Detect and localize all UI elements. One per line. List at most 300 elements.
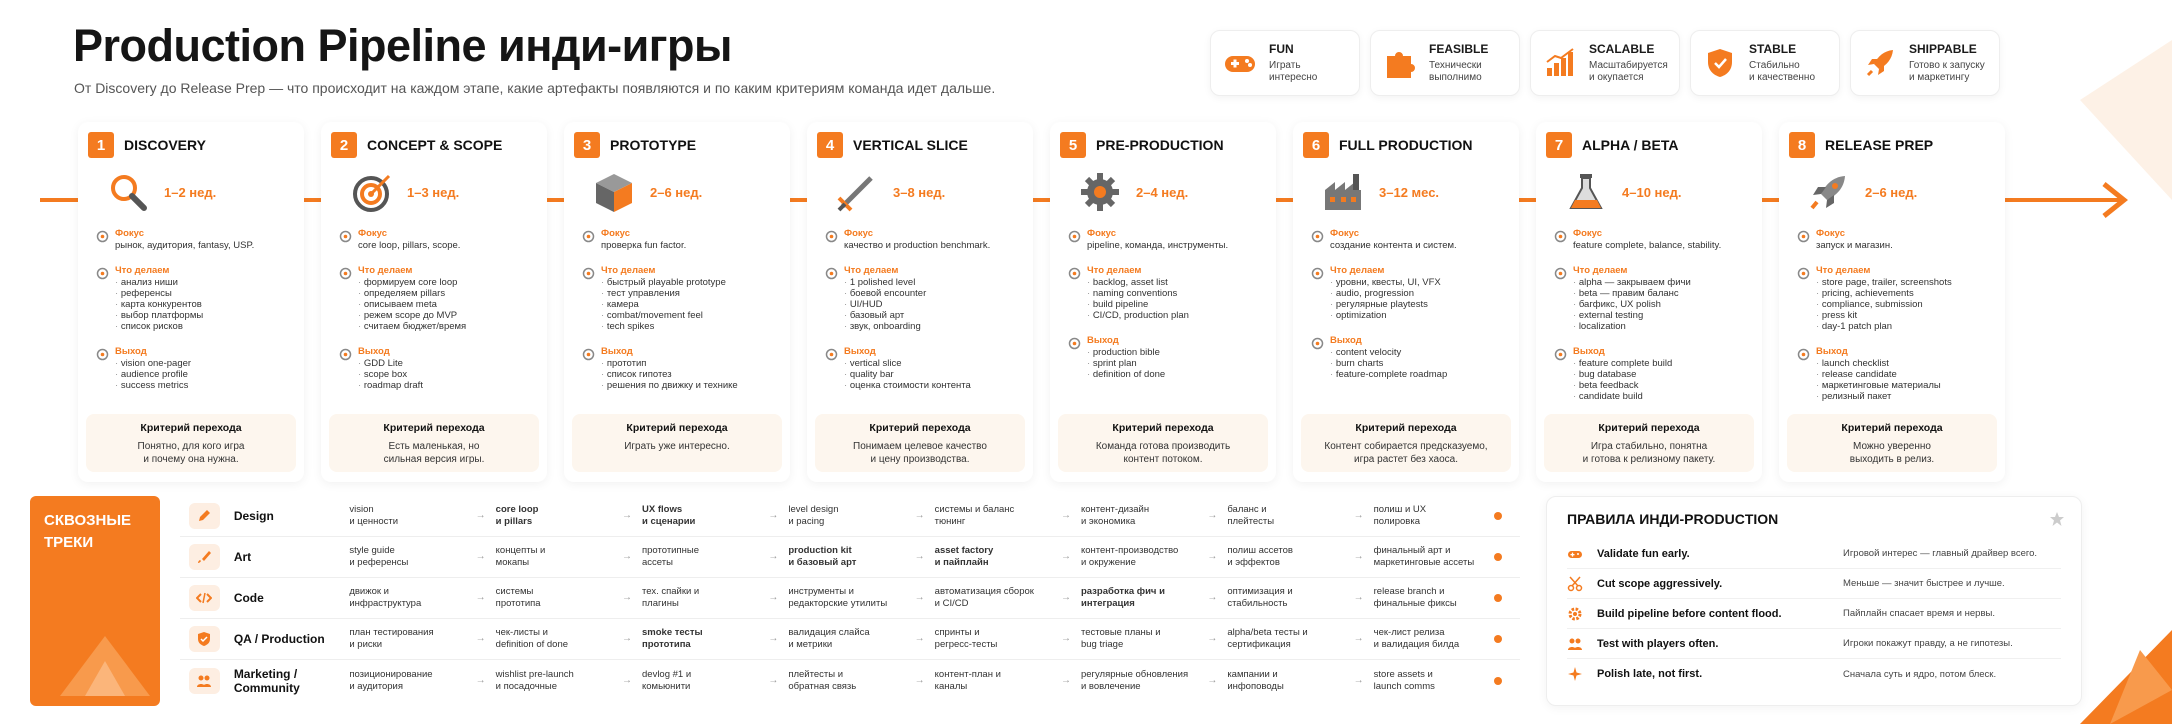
track-cell <box>349 586 495 610</box>
track-cell <box>642 586 788 610</box>
track-name: Code <box>233 591 264 605</box>
stage-focus <box>574 228 780 251</box>
rule-row <box>1567 659 2061 689</box>
todo-item: · store page, trailer, screenshots <box>1816 277 1952 288</box>
track-cell <box>349 669 495 693</box>
focus-text: запуск и магазин. <box>1816 240 1893 251</box>
arrow-right-icon: → <box>622 674 632 686</box>
pipeline-stages <box>78 122 2005 482</box>
output-icon <box>1311 337 1324 350</box>
track-cell-text: плейтесты и обратная связь <box>788 668 857 692</box>
track-cell-text: чек-лист релиза и валидация билда <box>1373 627 1460 650</box>
decor-triangle-top-right <box>2060 40 2172 200</box>
tasks-icon <box>582 267 595 280</box>
track-cell-text: автоматизация сборок и CI/CD <box>934 586 1034 609</box>
stage-card-8 <box>1779 122 2005 482</box>
todo-label: Что делаем <box>1816 265 1871 276</box>
stage-output <box>1789 346 1995 402</box>
track-cell-text: кампании и инфоповоды <box>1227 668 1284 692</box>
puzzle-icon <box>1383 46 1417 80</box>
focus-icon <box>1554 230 1567 243</box>
track-icon-box <box>189 585 220 611</box>
stage-header <box>1546 132 1752 158</box>
stage-output <box>1060 335 1266 380</box>
stage-title: CONCEPT & SCOPE <box>367 137 503 153</box>
principle-badges <box>1210 30 2000 96</box>
badge-scalable <box>1530 30 1680 96</box>
todo-item: · CI/CD, production plan <box>1087 310 1189 321</box>
criterion-label: Критерий перехода <box>1355 422 1457 434</box>
focus-text: качество и production benchmark. <box>844 240 991 251</box>
todo-label: Что делаем <box>1087 265 1142 276</box>
stage-title: ALPHA / BETA <box>1582 137 1679 153</box>
track-cell-text: системы прототипа <box>495 586 541 609</box>
todo-item: · уровни, квесты, UI, VFX <box>1330 277 1441 288</box>
track-name: Art <box>233 550 252 564</box>
track-icon-box <box>189 544 220 570</box>
criterion-label: Критерий перехода <box>383 422 485 434</box>
criterion-text: Можно уверенно выходить в релиз. <box>1849 441 1935 465</box>
output-icon <box>1068 337 1081 350</box>
track-status-dot <box>1494 677 1502 685</box>
todo-item: · звук, onboarding <box>844 321 926 332</box>
todo-item: · day-1 patch plan <box>1816 321 1952 332</box>
focus-label: Фокус <box>1573 228 1602 239</box>
arrow-right-icon: → <box>1353 510 1364 521</box>
todo-item: · список рисков <box>115 321 203 332</box>
todo-item: · compliance, submission <box>1816 299 1952 310</box>
output-item: · маркетинговые материалы <box>1816 380 1941 391</box>
track-name: Marketing / Community <box>233 666 300 695</box>
todo-item: · build pipeline <box>1087 299 1189 310</box>
rule-row <box>1567 629 2061 659</box>
stage-todo <box>1303 265 1509 321</box>
track-cell <box>496 545 642 569</box>
track-cell-text: asset factory и пайплайн <box>934 545 994 568</box>
track-cell <box>1081 545 1227 569</box>
track-cell <box>496 627 642 651</box>
track-cell <box>1081 586 1227 610</box>
criterion-text: Контент собирается предсказуемо, игра растет без хаоса. <box>1324 441 1488 465</box>
stage-criterion <box>86 414 296 472</box>
track-row <box>180 537 1520 578</box>
stage-header <box>1303 132 1509 158</box>
stage-duration: 4–10 нед. <box>1622 184 1682 200</box>
output-item: · bug database <box>1573 369 1672 380</box>
track-cell <box>788 586 934 610</box>
stage-todo <box>331 265 537 332</box>
stage-output <box>817 346 1023 391</box>
todo-label: Что делаем <box>844 265 899 276</box>
track-cell <box>935 586 1081 610</box>
track-cell <box>788 545 934 569</box>
cross-tracks-label <box>30 496 160 706</box>
sword-icon <box>835 170 879 214</box>
stage-focus <box>1303 228 1509 251</box>
focus-text: создание контента и систем. <box>1330 240 1457 251</box>
flask-icon <box>1564 170 1608 214</box>
criterion-label: Критерий перехода <box>626 422 728 434</box>
tasks-icon <box>1554 267 1567 280</box>
track-cell <box>1227 545 1373 569</box>
output-label: Выход <box>1330 335 1362 346</box>
tasks-icon <box>1797 267 1810 280</box>
arrow-right-icon: → <box>1060 674 1071 686</box>
badge-title: SCALABLE <box>1589 42 1655 56</box>
todo-item: · камера <box>601 299 726 310</box>
track-cell-text: полиш и UX полировка <box>1373 504 1427 527</box>
todo-item: · combat/movement feel <box>601 310 726 321</box>
rocket-icon <box>1863 46 1897 80</box>
focus-label: Фокус <box>115 228 144 239</box>
output-item: · GDD Lite <box>358 358 423 369</box>
output-item: · release candidate <box>1816 369 1941 380</box>
track-cell-text: smoke тесты прототипа <box>642 627 703 650</box>
stage-number: 1 <box>88 132 114 158</box>
focus-icon <box>825 230 838 243</box>
track-cell-text: level design и pacing <box>788 504 839 527</box>
arrow-right-icon: → <box>1060 592 1071 603</box>
todo-item: · описываем meta <box>358 299 466 310</box>
todo-item: · багфикс, UX polish <box>1573 299 1691 310</box>
output-item: · burn charts <box>1330 358 1447 369</box>
scissors-icon <box>1567 576 1583 592</box>
output-item: · vision one-pager <box>115 358 191 369</box>
stage-meta <box>1060 170 1266 214</box>
focus-icon <box>96 230 109 243</box>
arrow-right-icon: → <box>1353 633 1364 644</box>
arrow-right-icon: → <box>622 592 632 603</box>
stage-meta <box>1789 170 1995 214</box>
stage-duration: 2–6 нед. <box>650 184 703 200</box>
stage-output <box>331 346 537 391</box>
todo-item: · naming conventions <box>1087 288 1189 299</box>
badge-title: FUN <box>1269 42 1294 56</box>
track-cell-text: devlog #1 и комьюнити <box>642 668 692 692</box>
stage-duration: 3–12 мес. <box>1379 184 1440 200</box>
track-cell <box>935 504 1081 528</box>
stage-focus <box>1789 228 1995 251</box>
arrow-right-icon: → <box>768 592 779 603</box>
stage-criterion <box>815 414 1025 472</box>
stage-todo <box>88 265 294 332</box>
rule-description: Игроки покажут правду, а не гипотезы. <box>1843 638 2013 649</box>
criterion-text: Команда готова производить контент потоком. <box>1095 441 1231 465</box>
stage-number: 7 <box>1546 132 1572 158</box>
track-cell-text: vision и ценности <box>349 504 399 527</box>
output-item: · список гипотез <box>601 369 738 380</box>
todo-label: Что делаем <box>358 265 413 276</box>
rules-title: ПРАВИЛА ИНДИ-PRODUCTION <box>1567 511 1779 527</box>
cube-icon <box>592 170 636 214</box>
badge-subtitle: Стабильно и качественно <box>1749 60 1816 83</box>
todo-item: · формируем core loop <box>358 277 466 288</box>
rules-panel <box>1546 496 2082 706</box>
track-cell <box>788 504 934 528</box>
stage-output <box>574 346 780 391</box>
track-cell-text: разработка фич и интеграция <box>1080 586 1165 609</box>
track-row <box>180 496 1520 537</box>
track-cell-text: прототипные ассеты <box>642 545 699 568</box>
sparkle-icon <box>1567 666 1583 682</box>
focus-text: проверка fun factor. <box>601 240 687 251</box>
stage-title: PRE-PRODUCTION <box>1096 137 1224 153</box>
todo-label: Что делаем <box>1330 265 1385 276</box>
arrow-right-icon <box>2090 180 2130 220</box>
todo-item: · audio, progression <box>1330 288 1441 299</box>
track-cell <box>642 627 788 651</box>
track-cell-text: оптимизация и стабильность <box>1227 586 1293 609</box>
todo-item: · боевой encounter <box>844 288 926 299</box>
track-cell <box>642 504 788 528</box>
focus-label: Фокус <box>1816 228 1845 239</box>
track-cell <box>349 504 495 528</box>
track-cell <box>642 669 788 693</box>
badge-feasible <box>1370 30 1520 96</box>
badge-stable <box>1690 30 1840 96</box>
track-cell-text: чек-листы и definition of done <box>495 627 569 650</box>
todo-item: · localization <box>1573 321 1691 332</box>
tasks-icon <box>1068 267 1081 280</box>
magnifier-icon <box>106 170 150 214</box>
arrow-right-icon: → <box>475 592 486 603</box>
todo-item: · alpha — закрываем фичи <box>1573 277 1691 288</box>
focus-icon <box>582 230 595 243</box>
rule-description: Меньше — значит быстрее и лучше. <box>1843 578 2005 589</box>
stage-focus <box>1060 228 1266 251</box>
output-item: · launch checklist <box>1816 358 1941 369</box>
stage-header <box>1060 132 1266 158</box>
output-item: · прототип <box>601 358 738 369</box>
stage-title: VERTICAL SLICE <box>853 137 968 153</box>
arrow-right-icon: → <box>475 551 486 562</box>
track-cell <box>1227 669 1373 693</box>
output-item: · решения по движку и технике <box>601 380 738 391</box>
pencil-icon <box>196 508 212 524</box>
stage-criterion <box>1787 414 1997 472</box>
arrow-right-icon: → <box>1207 674 1218 686</box>
gamepad-icon <box>1567 546 1583 562</box>
stage-duration: 1–2 нед. <box>164 184 217 200</box>
track-cell <box>1081 669 1227 693</box>
people-icon <box>1567 636 1583 652</box>
track-cell <box>935 545 1081 569</box>
todo-label: Что делаем <box>601 265 656 276</box>
todo-item: · press kit <box>1816 310 1952 321</box>
criterion-text: Игра стабильно, понятна и готова к релизному пакету. <box>1582 441 1716 465</box>
track-status-dot <box>1494 635 1502 643</box>
arrow-right-icon: → <box>1353 551 1364 562</box>
track-cell <box>788 669 934 693</box>
arrow-right-icon: → <box>914 510 925 521</box>
track-cell <box>935 627 1081 651</box>
track-cell <box>788 627 934 651</box>
stage-header <box>817 132 1023 158</box>
star-icon[interactable] <box>2049 511 2065 527</box>
criterion-label: Критерий перехода <box>869 422 971 434</box>
rule-description: Пайплайн спасает время и нервы. <box>1843 608 1995 619</box>
output-item: · roadmap draft <box>358 380 423 391</box>
badge-subtitle: Готово к запуску и маркетингу <box>1909 60 1985 83</box>
stage-header <box>331 132 537 158</box>
badge-subtitle: Играть интересно <box>1269 60 1318 83</box>
arrow-right-icon: → <box>1353 674 1364 686</box>
track-cell <box>1081 627 1227 651</box>
stage-title: RELEASE PREP <box>1825 137 1934 153</box>
badge-fun <box>1210 30 1360 96</box>
todo-item: · pricing, achievements <box>1816 288 1952 299</box>
output-label: Выход <box>1816 346 1848 357</box>
stage-card-7 <box>1536 122 1762 482</box>
focus-text: рынок, аудитория, fantasy, USP. <box>115 240 255 251</box>
stage-meta <box>88 170 294 214</box>
brush-icon <box>196 549 212 565</box>
output-label: Выход <box>1573 346 1605 357</box>
focus-label: Фокус <box>358 228 387 239</box>
focus-label: Фокус <box>601 228 630 239</box>
stage-number: 8 <box>1789 132 1815 158</box>
track-cell <box>642 545 788 569</box>
stage-card-5 <box>1050 122 1276 482</box>
arrow-right-icon: → <box>1207 633 1218 644</box>
chart-icon <box>1543 46 1577 80</box>
stage-criterion <box>1544 414 1754 472</box>
criterion-text: Понимаем целевое качество и цену производства. <box>853 441 987 465</box>
rules-list <box>1567 539 2061 689</box>
arrow-right-icon: → <box>768 551 779 562</box>
rule-row <box>1567 539 2061 569</box>
rocket-icon <box>1807 170 1851 214</box>
track-name: QA / Production <box>233 632 325 646</box>
stage-number: 3 <box>574 132 600 158</box>
focus-label: Фокус <box>1087 228 1116 239</box>
track-icon-box <box>189 668 220 694</box>
target-icon <box>349 170 393 214</box>
stage-duration: 1–3 нед. <box>407 184 460 200</box>
track-cell-text: позиционирование и аудитория <box>349 668 433 692</box>
criterion-label: Критерий перехода <box>1598 422 1700 434</box>
todo-item: · определяем pillars <box>358 288 466 299</box>
track-cell-text: контент-план и каналы <box>934 668 1001 692</box>
track-cell-text: alpha/beta тесты и сертификация <box>1227 627 1308 650</box>
track-cell-text: style guide и референсы <box>349 545 409 568</box>
badge-subtitle: Масштабируется и окупается <box>1589 60 1668 83</box>
shield-icon <box>1703 46 1737 80</box>
track-cell <box>1227 586 1373 610</box>
stage-focus <box>331 228 537 251</box>
track-cell-text: контент-дизайн и экономика <box>1080 504 1150 527</box>
output-item: · feature-complete roadmap <box>1330 369 1447 380</box>
cross-tracks-table <box>180 496 1520 701</box>
todo-label: Что делаем <box>115 265 170 276</box>
stage-header <box>1789 132 1995 158</box>
todo-item: · быстрый playable prototype <box>601 277 726 288</box>
focus-text: feature complete, balance, stability. <box>1573 240 1722 251</box>
track-cell <box>1081 504 1227 528</box>
arrow-right-icon: → <box>914 633 925 644</box>
todo-item: · backlog, asset list <box>1087 277 1189 288</box>
output-label: Выход <box>601 346 633 357</box>
stage-todo <box>574 265 780 332</box>
gear-icon <box>1078 170 1122 214</box>
tasks-icon <box>339 267 352 280</box>
gear-icon <box>1567 606 1583 622</box>
focus-icon <box>1797 230 1810 243</box>
output-item: · definition of done <box>1087 369 1165 380</box>
track-icon-box <box>189 503 220 529</box>
track-row <box>180 619 1520 660</box>
arrow-right-icon: → <box>1207 510 1218 521</box>
stage-card-2 <box>321 122 547 482</box>
todo-item: · референсы <box>115 288 203 299</box>
output-item: · candidate build <box>1573 391 1672 402</box>
factory-icon <box>1321 170 1365 214</box>
stage-number: 5 <box>1060 132 1086 158</box>
output-label: Выход <box>358 346 390 357</box>
stage-title: DISCOVERY <box>124 137 206 153</box>
todo-item: · 1 polished level <box>844 277 926 288</box>
stage-duration: 2–4 нед. <box>1136 184 1189 200</box>
code-icon <box>196 590 212 606</box>
todo-item: · карта конкурентов <box>115 299 203 310</box>
rule-name: Cut scope aggressively. <box>1597 577 1723 590</box>
criterion-label: Критерий перехода <box>1112 422 1214 434</box>
track-cell <box>496 504 642 528</box>
tasks-icon <box>825 267 838 280</box>
stage-header <box>574 132 780 158</box>
output-icon <box>96 348 109 361</box>
arrow-right-icon: → <box>914 551 925 562</box>
track-cell-text: тестовые планы и bug triage <box>1080 627 1161 650</box>
stage-meta <box>574 170 780 214</box>
track-cell-text: UX flows и сценарии <box>642 504 696 527</box>
arrow-right-icon: → <box>768 674 779 686</box>
track-cell-text: валидация слайса и метрики <box>788 627 870 650</box>
badge-shippable <box>1850 30 2000 96</box>
rule-name: Validate fun early. <box>1597 547 1690 560</box>
track-cell-text: полиш ассетов и эффектов <box>1227 545 1293 568</box>
output-item: · audience profile <box>115 369 191 380</box>
track-cell <box>496 669 642 693</box>
stage-number: 2 <box>331 132 357 158</box>
arrow-right-icon: → <box>1353 592 1364 603</box>
rule-name: Polish late, not first. <box>1597 668 1703 680</box>
todo-item: · optimization <box>1330 310 1441 321</box>
tasks-icon <box>96 267 109 280</box>
output-icon <box>1554 348 1567 361</box>
track-cell-text: баланс и плейтесты <box>1227 504 1275 527</box>
focus-icon <box>1068 230 1081 243</box>
criterion-label: Критерий перехода <box>140 422 242 434</box>
tasks-icon <box>1311 267 1324 280</box>
rule-description: Игровой интерес — главный драйвер всего. <box>1843 548 2038 559</box>
stage-output <box>88 346 294 391</box>
criterion-label: Критерий перехода <box>1841 422 1943 434</box>
output-item: · beta feedback <box>1573 380 1672 391</box>
stage-card-3 <box>564 122 790 482</box>
output-item: · feature complete build <box>1573 358 1672 369</box>
track-cell-text: core loop и pillars <box>495 504 539 527</box>
badge-title: SHIPPABLE <box>1909 42 1977 56</box>
stage-duration: 3–8 нед. <box>893 184 946 200</box>
todo-item: · UI/HUD <box>844 299 926 310</box>
focus-icon <box>339 230 352 243</box>
output-item: · vertical slice <box>844 358 971 369</box>
arrow-right-icon: → <box>768 633 779 644</box>
people-icon <box>196 673 212 689</box>
todo-item: · тест управления <box>601 288 726 299</box>
stage-focus <box>1546 228 1752 251</box>
